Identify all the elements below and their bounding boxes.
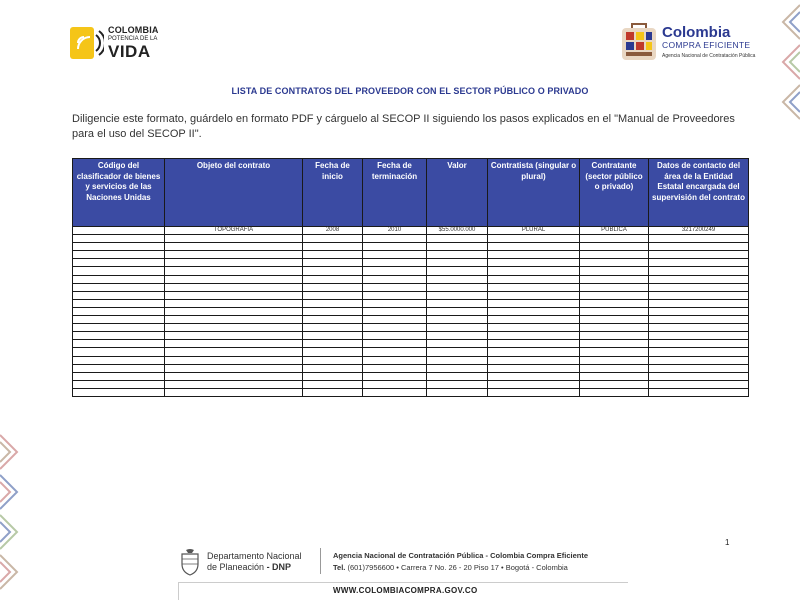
table-cell bbox=[488, 316, 580, 324]
table-cell bbox=[165, 324, 303, 332]
table-cell bbox=[488, 243, 580, 251]
table-cell bbox=[363, 299, 427, 307]
instructions-text: Diligencie este formato, guárdelo en formato PDF y cárguelo al SECOP II siguiendo los pasos explicados en el "Manual de Proveedores para el uso del SECOP II". bbox=[72, 113, 735, 140]
table-cell: 3217200249 bbox=[649, 227, 749, 235]
table-cell bbox=[303, 316, 363, 324]
table-row-empty bbox=[73, 259, 749, 267]
table-cell bbox=[303, 291, 363, 299]
table-cell bbox=[165, 275, 303, 283]
table-cell bbox=[73, 299, 165, 307]
table-cell bbox=[363, 332, 427, 340]
table-cell bbox=[488, 380, 580, 388]
table-cell bbox=[649, 299, 749, 307]
table-cell bbox=[649, 380, 749, 388]
table-cell bbox=[580, 291, 649, 299]
table-cell bbox=[649, 372, 749, 380]
table-cell bbox=[427, 332, 488, 340]
table-cell bbox=[303, 348, 363, 356]
table-cell bbox=[303, 259, 363, 267]
table-cell bbox=[165, 388, 303, 396]
table-cell bbox=[580, 243, 649, 251]
table-cell bbox=[580, 299, 649, 307]
table-row-empty bbox=[73, 267, 749, 275]
table-cell bbox=[303, 235, 363, 243]
table-cell bbox=[427, 267, 488, 275]
table-cell bbox=[580, 372, 649, 380]
table-cell bbox=[165, 283, 303, 291]
contracts-table-header bbox=[73, 159, 749, 227]
colombia-potencia-vida-logo-icon bbox=[70, 25, 104, 61]
table-cell bbox=[363, 348, 427, 356]
table-cell bbox=[580, 340, 649, 348]
table-cell bbox=[649, 356, 749, 364]
table-cell bbox=[427, 356, 488, 364]
table-row-empty bbox=[73, 332, 749, 340]
table-cell bbox=[363, 364, 427, 372]
table-cell bbox=[73, 251, 165, 259]
table-cell bbox=[363, 380, 427, 388]
column-header: Objeto del contrato bbox=[165, 159, 303, 227]
table-cell bbox=[73, 316, 165, 324]
table-cell bbox=[649, 283, 749, 291]
table-cell bbox=[649, 332, 749, 340]
table-cell bbox=[363, 251, 427, 259]
table-cell bbox=[488, 235, 580, 243]
table-cell bbox=[73, 388, 165, 396]
table-cell bbox=[73, 307, 165, 315]
table-cell bbox=[580, 316, 649, 324]
table-row-empty bbox=[73, 356, 749, 364]
right-logo-line2: COMPRA EFICIENTE bbox=[662, 40, 751, 51]
table-cell bbox=[427, 364, 488, 372]
table-cell bbox=[165, 316, 303, 324]
dnp-abbr: - DNP bbox=[266, 562, 292, 572]
table-cell bbox=[580, 251, 649, 259]
table-cell bbox=[363, 291, 427, 299]
footer-tel-details: (601)7956600 • Carrera 7 No. 26 - 20 Piso 17 • Bogotá - Colombia bbox=[347, 563, 568, 572]
table-cell bbox=[363, 388, 427, 396]
table-cell bbox=[488, 340, 580, 348]
table-cell bbox=[427, 388, 488, 396]
table-cell bbox=[580, 275, 649, 283]
table-cell bbox=[427, 324, 488, 332]
table-cell bbox=[303, 332, 363, 340]
table-cell bbox=[427, 316, 488, 324]
table-cell bbox=[73, 348, 165, 356]
table-cell bbox=[649, 340, 749, 348]
colombia-compra-eficiente-logo bbox=[620, 22, 755, 62]
table-cell bbox=[165, 364, 303, 372]
table-cell bbox=[488, 388, 580, 396]
table-cell bbox=[303, 324, 363, 332]
footer-tel-label: Tel. bbox=[333, 563, 346, 572]
table-cell bbox=[580, 324, 649, 332]
table-cell bbox=[580, 283, 649, 291]
table-row-empty bbox=[73, 307, 749, 315]
table-cell bbox=[165, 356, 303, 364]
table-cell bbox=[165, 235, 303, 243]
table-row-empty bbox=[73, 235, 749, 243]
table-cell bbox=[488, 251, 580, 259]
table-cell: $55.0000.000 bbox=[427, 227, 488, 235]
table-cell bbox=[165, 259, 303, 267]
table-cell: 2008 bbox=[303, 227, 363, 235]
table-cell: TOPOGRAFIA bbox=[165, 227, 303, 235]
table-cell bbox=[580, 267, 649, 275]
table-cell bbox=[427, 235, 488, 243]
table-cell: PLURAL bbox=[488, 227, 580, 235]
right-logo-line1: Colombia bbox=[662, 24, 731, 42]
table-cell bbox=[165, 299, 303, 307]
table-row-empty bbox=[73, 299, 749, 307]
table-cell: 2010 bbox=[363, 227, 427, 235]
table-cell bbox=[363, 243, 427, 251]
table-cell bbox=[649, 324, 749, 332]
column-header: Código del clasificador de bienes y servicios de las Naciones Unidas bbox=[73, 159, 165, 227]
table-cell: PUBLICA bbox=[580, 227, 649, 235]
table-cell bbox=[165, 372, 303, 380]
table-cell bbox=[303, 388, 363, 396]
table-cell bbox=[580, 259, 649, 267]
table-cell bbox=[427, 243, 488, 251]
table-cell bbox=[649, 251, 749, 259]
footer-agency: Agencia Nacional de Contratación Pública - Colombia Compra Eficiente bbox=[333, 551, 589, 560]
table-cell bbox=[649, 259, 749, 267]
column-header: Fecha de inicio bbox=[303, 159, 363, 227]
table-cell bbox=[488, 299, 580, 307]
table-cell bbox=[427, 299, 488, 307]
table-row-empty bbox=[73, 251, 749, 259]
table-cell bbox=[303, 251, 363, 259]
table-row-empty bbox=[73, 364, 749, 372]
table-cell bbox=[303, 283, 363, 291]
table-cell bbox=[363, 275, 427, 283]
table-cell bbox=[488, 259, 580, 267]
table-row-empty bbox=[73, 275, 749, 283]
table-cell bbox=[649, 243, 749, 251]
table-cell bbox=[427, 307, 488, 315]
table-header-row bbox=[73, 159, 749, 227]
table-cell bbox=[649, 388, 749, 396]
left-logo-line3: VIDA bbox=[108, 42, 151, 61]
table-cell bbox=[73, 324, 165, 332]
table-cell bbox=[303, 275, 363, 283]
table-cell bbox=[488, 356, 580, 364]
page-number: 1 bbox=[725, 538, 730, 547]
table-cell bbox=[165, 332, 303, 340]
table-cell bbox=[649, 364, 749, 372]
decorative-pattern-left-icon bbox=[0, 430, 34, 600]
table-cell bbox=[73, 275, 165, 283]
footer-divider bbox=[320, 548, 321, 574]
table-cell bbox=[580, 235, 649, 243]
table-cell bbox=[488, 267, 580, 275]
table-cell bbox=[363, 307, 427, 315]
column-header: Fecha de terminación bbox=[363, 159, 427, 227]
table-cell bbox=[363, 267, 427, 275]
table-cell bbox=[488, 372, 580, 380]
table-cell bbox=[73, 283, 165, 291]
table-row-empty bbox=[73, 324, 749, 332]
table-cell bbox=[303, 340, 363, 348]
column-header: Valor bbox=[427, 159, 488, 227]
left-logo-line2: POTENCIA DE LA bbox=[108, 36, 158, 42]
column-header: Contratante (sector público o privado) bbox=[580, 159, 649, 227]
table-cell bbox=[488, 324, 580, 332]
table-cell bbox=[488, 307, 580, 315]
table-row-empty bbox=[73, 348, 749, 356]
table-cell bbox=[73, 340, 165, 348]
table-cell bbox=[363, 316, 427, 324]
footer-contact-info bbox=[333, 550, 588, 574]
table-cell bbox=[580, 332, 649, 340]
dnp-line1: Departamento Nacional bbox=[207, 551, 302, 561]
table-cell bbox=[580, 364, 649, 372]
table-cell bbox=[427, 251, 488, 259]
table-cell bbox=[580, 348, 649, 356]
table-cell bbox=[73, 380, 165, 388]
table-cell bbox=[73, 243, 165, 251]
table-cell bbox=[73, 291, 165, 299]
table-cell bbox=[165, 348, 303, 356]
left-logo-line1: COLOMBIA bbox=[108, 25, 159, 35]
decorative-pattern-right-icon bbox=[766, 0, 800, 130]
table-cell bbox=[649, 291, 749, 299]
column-header: Datos de contacto del área de la Entidad Estatal encargada del supervisión del contrato bbox=[649, 159, 749, 227]
table-cell bbox=[165, 251, 303, 259]
table-cell bbox=[427, 380, 488, 388]
table-cell bbox=[303, 299, 363, 307]
footer-website-link[interactable]: WWW.COLOMBIACOMPRA.GOV.CO bbox=[333, 586, 478, 595]
table-cell bbox=[427, 372, 488, 380]
colombia-potencia-vida-logo bbox=[70, 25, 159, 61]
table-cell bbox=[303, 307, 363, 315]
table-row-empty bbox=[73, 291, 749, 299]
colombia-coat-of-arms-icon bbox=[178, 548, 202, 576]
table-cell bbox=[73, 259, 165, 267]
table-cell bbox=[427, 283, 488, 291]
table-cell bbox=[165, 267, 303, 275]
table-cell bbox=[363, 324, 427, 332]
dnp-line2: de Planeación bbox=[207, 562, 265, 572]
table-row-empty bbox=[73, 283, 749, 291]
table-row-empty bbox=[73, 388, 749, 396]
table-cell bbox=[488, 291, 580, 299]
table-cell bbox=[580, 356, 649, 364]
table-cell bbox=[488, 364, 580, 372]
table-cell bbox=[488, 283, 580, 291]
table-cell bbox=[73, 364, 165, 372]
table-cell bbox=[73, 267, 165, 275]
table-cell bbox=[363, 356, 427, 364]
table-cell bbox=[649, 348, 749, 356]
table-cell bbox=[649, 267, 749, 275]
table-cell bbox=[73, 356, 165, 364]
table-cell bbox=[303, 267, 363, 275]
colombia-compra-eficiente-logo-icon bbox=[620, 22, 658, 62]
right-logo-line3: Agencia Nacional de Contratación Pública bbox=[662, 52, 756, 59]
table-cell bbox=[427, 275, 488, 283]
table-cell bbox=[649, 235, 749, 243]
table-cell bbox=[580, 307, 649, 315]
table-cell bbox=[427, 259, 488, 267]
table-cell bbox=[649, 275, 749, 283]
table-cell bbox=[488, 332, 580, 340]
table-row-empty bbox=[73, 316, 749, 324]
table-cell bbox=[73, 372, 165, 380]
table-cell bbox=[488, 275, 580, 283]
table-cell bbox=[363, 340, 427, 348]
table-row-empty bbox=[73, 243, 749, 251]
column-header: Contratista (singular o plural) bbox=[488, 159, 580, 227]
dnp-logo bbox=[178, 548, 302, 576]
contracts-table-body bbox=[73, 227, 749, 397]
table-cell bbox=[580, 388, 649, 396]
table-cell bbox=[303, 372, 363, 380]
table-row-empty bbox=[73, 340, 749, 348]
table-cell bbox=[165, 243, 303, 251]
table-cell bbox=[649, 307, 749, 315]
table-cell bbox=[303, 243, 363, 251]
table-cell bbox=[427, 340, 488, 348]
table-cell bbox=[649, 316, 749, 324]
table-cell bbox=[165, 340, 303, 348]
table-cell bbox=[73, 227, 165, 235]
table-cell bbox=[73, 235, 165, 243]
document-title: LISTA DE CONTRATOS DEL PROVEEDOR CON EL SECTOR PÚBLICO O PRIVADO bbox=[231, 86, 589, 96]
table-cell bbox=[303, 356, 363, 364]
table-cell bbox=[165, 380, 303, 388]
table-cell bbox=[363, 235, 427, 243]
table-cell bbox=[580, 380, 649, 388]
table-cell bbox=[165, 291, 303, 299]
table-row-empty bbox=[73, 380, 749, 388]
table-cell bbox=[427, 348, 488, 356]
table-cell bbox=[488, 348, 580, 356]
table-row-empty bbox=[73, 372, 749, 380]
table-cell bbox=[73, 332, 165, 340]
table-cell bbox=[363, 259, 427, 267]
table-cell bbox=[363, 372, 427, 380]
table-cell bbox=[427, 291, 488, 299]
table-row bbox=[73, 227, 749, 235]
contracts-table bbox=[72, 158, 749, 397]
table-cell bbox=[165, 307, 303, 315]
table-cell bbox=[303, 380, 363, 388]
table-cell bbox=[303, 364, 363, 372]
table-cell bbox=[363, 283, 427, 291]
